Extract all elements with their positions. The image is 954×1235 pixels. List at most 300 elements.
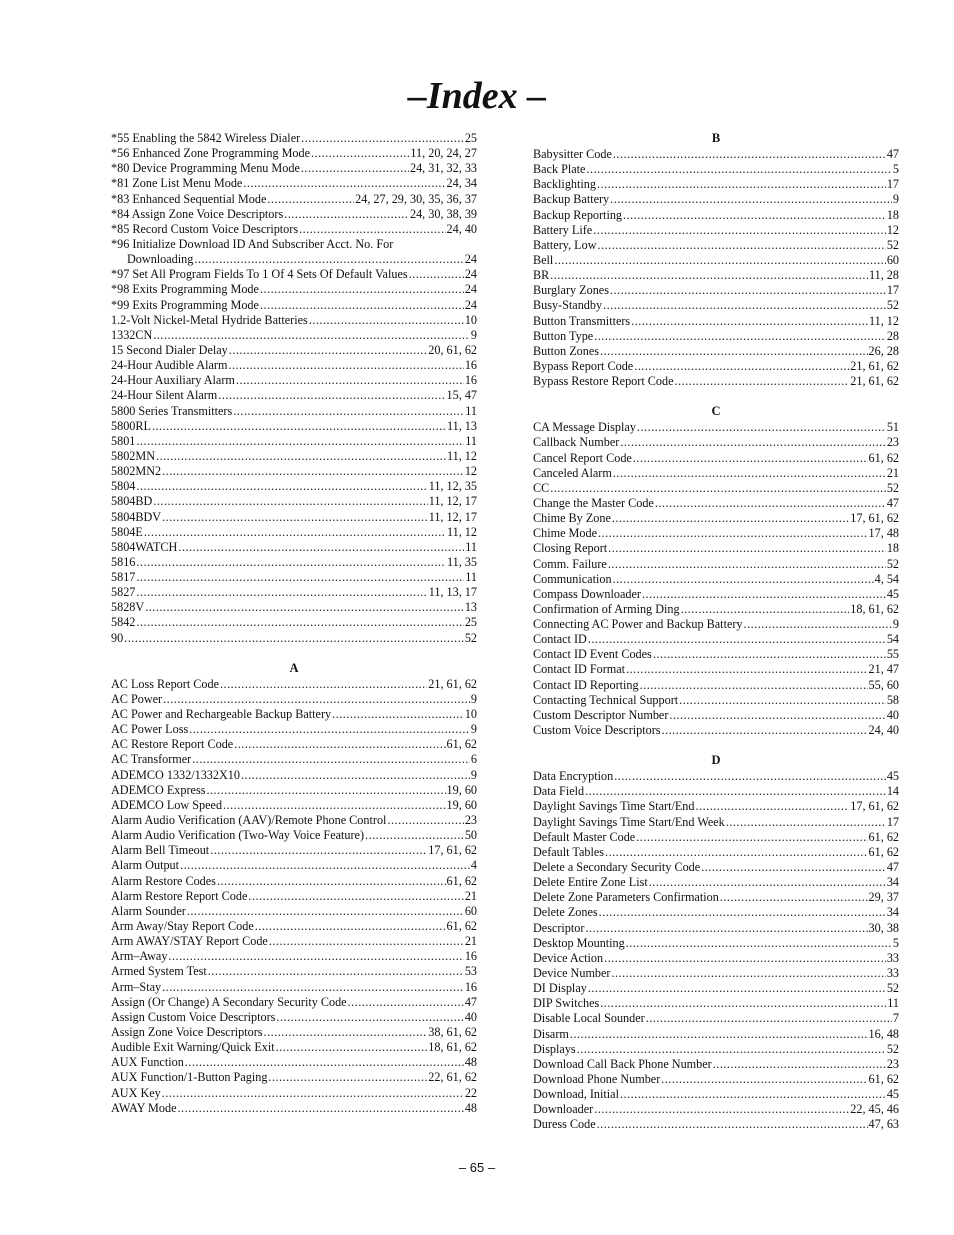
index-entry-term: Button Zones [533, 343, 600, 358]
index-entry-pages: 47 [464, 994, 477, 1009]
index-entry-pages: 4 [470, 858, 477, 873]
dot-leader [348, 995, 464, 1010]
index-entry [533, 374, 899, 389]
section-letter: B [711, 131, 721, 145]
index-entry-pages: 9 [470, 691, 477, 706]
index-entry-term: Arm–Stay [111, 979, 162, 994]
dot-leader [301, 161, 409, 176]
index-entry-pages: 10 [464, 707, 477, 722]
index-entry-term: Custom Voice Descriptors [533, 723, 661, 738]
index-entry-term: Arm AWAY/STAY Report Code [111, 934, 268, 949]
dot-leader [726, 815, 886, 830]
dot-leader [642, 587, 886, 602]
index-entry [111, 934, 477, 949]
index-entry [533, 632, 899, 647]
index-entry [111, 146, 477, 161]
dot-leader [220, 677, 427, 692]
index-entry-term: Busy-Standby [533, 298, 603, 313]
dot-leader [269, 934, 464, 949]
index-entry [111, 1086, 477, 1101]
dot-leader [255, 919, 446, 934]
index-entry-term: Arm Away/Stay Report Code [111, 919, 254, 934]
index-entry [533, 268, 899, 283]
index-entry-pages: 9 [470, 767, 477, 782]
index-entry-term: 24-Hour Auxiliary Alarm [111, 373, 235, 388]
index-entry-pages: 11, 12 [446, 524, 477, 539]
index-entry-pages: 17 [886, 814, 899, 829]
index-entry-pages: 5 [892, 935, 899, 950]
dot-leader [554, 253, 886, 268]
index-entry [533, 663, 899, 678]
dot-leader [669, 708, 885, 723]
dot-leader [598, 238, 886, 253]
index-entry-pages: 15, 47 [446, 388, 477, 403]
index-entry-term: AC Transformer [111, 752, 192, 767]
dot-leader [662, 723, 868, 738]
dot-leader [608, 557, 886, 572]
dot-leader [163, 692, 470, 707]
index-entry [111, 752, 477, 767]
index-entry-term: AC Power Loss [111, 722, 189, 737]
index-entry [111, 1025, 477, 1040]
index-entry-pages: 17 [886, 177, 899, 192]
index-entry-pages: 21 [464, 934, 477, 949]
index-entry-term: Comm. Failure [533, 556, 607, 571]
index-entry-pages: 10 [464, 312, 477, 327]
index-entry [111, 600, 477, 615]
index-entry [111, 677, 477, 692]
index-entry-term: Compass Downloader [533, 586, 641, 601]
index-entry-pages: 9 [470, 722, 477, 737]
index-entry-term: Download, Initial [533, 1087, 619, 1102]
index-entry-pages: 52 [886, 237, 899, 252]
dot-leader [577, 1042, 886, 1057]
index-entry-term: Assign Zone Voice Descriptors [111, 1025, 263, 1039]
index-entry-term: Chime Mode [533, 526, 597, 541]
dot-leader [206, 783, 445, 798]
dot-leader [192, 752, 470, 767]
index-entry-pages: 17, 61, 62 [850, 799, 899, 814]
index-entry-term: Disarm [533, 1026, 569, 1041]
index-entry-pages: 20, 61, 62 [428, 342, 477, 357]
index-entry [533, 845, 899, 860]
index-entry-pages: 60 [464, 903, 477, 918]
index-entry-pages: 33 [886, 966, 899, 981]
index-entry-term: Burglary Zones [533, 283, 609, 298]
index-entry-pages: 24, 34 [446, 176, 477, 191]
dot-leader [594, 1102, 849, 1117]
index-entry-term: Backup Reporting [533, 207, 623, 222]
index-entry-term: BR [533, 268, 550, 283]
index-entry-pages: 52 [886, 1041, 899, 1056]
index-entry-term: Battery Life [533, 222, 593, 237]
index-entry-term: Babysitter Code [533, 146, 612, 161]
index-entry [111, 1010, 477, 1025]
index-entry-pages: 58 [886, 692, 899, 707]
index-entry-pages: 11 [887, 996, 899, 1011]
index-entry-term: Device Number [533, 966, 611, 981]
index-entry-pages: 52 [464, 630, 477, 645]
index-entry-pages: 17, 61, 62 [428, 843, 477, 858]
index-entry-term: Assign Custom Voice Descriptors [111, 1009, 276, 1024]
index-entry [111, 343, 477, 358]
index-entry-term: 24-Hour Audible Alarm [111, 358, 228, 373]
index-entry-term: *85 Record Custom Voice Descriptors [111, 221, 299, 236]
index-entry [533, 647, 899, 662]
dot-leader [640, 678, 868, 693]
index-entry [111, 813, 477, 828]
index-entry [111, 904, 477, 919]
index-entry-term: Alarm Bell Timeout [111, 843, 210, 858]
dot-leader [636, 830, 867, 845]
index-entry-term: Displays [533, 1041, 576, 1056]
index-entry-pages: 5 [892, 162, 899, 177]
index-entry-term: 1.2-Volt Nickel-Metal Hydride Batteries [111, 312, 308, 327]
dot-leader [588, 981, 886, 996]
index-entry [533, 784, 899, 799]
dot-leader [311, 146, 409, 161]
index-entry-pages: 24 [464, 297, 477, 312]
index-entry [111, 252, 477, 267]
index-entry-term: Delete Zone Parameters Confirmation [533, 890, 719, 905]
dot-leader [613, 147, 886, 162]
index-entry-pages: 40 [464, 1009, 477, 1024]
index-entry-pages: 52 [886, 298, 899, 313]
index-entry-pages: 17, 61, 62 [850, 511, 899, 526]
dot-leader [550, 481, 886, 496]
index-entry-pages: 61, 62 [868, 844, 899, 859]
index-entry-pages: 61, 62 [868, 1072, 899, 1086]
index-entry-pages: 45 [886, 1087, 899, 1102]
index-entry [111, 874, 477, 889]
dot-leader [136, 585, 427, 600]
index-entry-term: Bypass Restore Report Code [533, 374, 674, 389]
dot-leader [218, 388, 445, 403]
index-entry-term: Bypass Report Code [533, 358, 634, 373]
index-entry-term: Delete a Secondary Security Code [533, 860, 701, 875]
index-entry [533, 238, 899, 253]
index-entry-term: ADEMCO 1332/1332X10 [111, 767, 240, 782]
index-entry-term: 5828V [111, 600, 145, 615]
index-entry-pages: 22, 61, 62 [428, 1070, 477, 1085]
index-entry [533, 587, 899, 602]
index-entry-pages: 4, 54 [874, 571, 899, 586]
index-entry-term: 1332CN [111, 327, 153, 342]
section-letter: D [711, 753, 721, 768]
index-entry-pages: 61, 62 [868, 829, 899, 844]
index-entry [533, 875, 899, 890]
index-entry-term: Downloading [127, 252, 194, 267]
index-entry-pages: 9 [892, 192, 899, 207]
dot-leader [248, 889, 463, 904]
index-entry-term: 5817 [111, 570, 136, 585]
index-entry [533, 981, 899, 996]
dot-leader [144, 525, 446, 540]
index-entry-term: Default Master Code [533, 829, 636, 844]
index-entry [111, 964, 477, 979]
index-entry-term: Assign (Or Change) A Secondary Security Code [111, 994, 347, 1009]
index-entry-pages: 11, 12 [446, 448, 477, 463]
index-entry [533, 1057, 899, 1072]
dot-leader [236, 373, 464, 388]
index-entry [533, 526, 899, 541]
index-entry-term: DI Display [533, 981, 587, 996]
index-entry-pages: 11, 12, 17 [428, 509, 477, 524]
index-entry-term: Duress Code [533, 1117, 596, 1132]
index-entry-term: Device Action [533, 950, 604, 965]
index-entry-term: Back Plate [533, 162, 586, 177]
index-entry [111, 510, 477, 525]
dot-leader [276, 1040, 428, 1055]
index-entry-pages: 24, 27, 29, 30, 35, 36, 37 [355, 191, 477, 206]
page-number: – 65 – [458, 1160, 496, 1175]
dot-leader [713, 1057, 886, 1072]
index-entry-pages: 34 [886, 875, 899, 890]
dot-leader [178, 1101, 464, 1116]
index-entry-pages: 11, 13, 17 [428, 585, 477, 600]
index-entry-pages: 52 [886, 480, 899, 495]
dot-leader [550, 268, 868, 283]
index-entry-term: *80 Device Programming Menu Mode [111, 161, 300, 176]
index-entry [533, 693, 899, 708]
index-entry-pages: 24, 40 [868, 723, 899, 738]
index-entry-term: Alarm Sounder [111, 903, 186, 918]
index-entry [533, 314, 899, 329]
index-entry-pages: 18 [886, 207, 899, 222]
index-entry [111, 980, 477, 995]
index-entry-term: AWAY Mode [111, 1100, 177, 1115]
dot-leader [136, 570, 464, 585]
index-entry-pages: 11 [465, 539, 477, 554]
index-entry [533, 799, 899, 814]
index-entry-term: 5802MN2 [111, 464, 162, 479]
dot-leader [178, 540, 464, 555]
index-entry [533, 208, 899, 223]
index-entry-pages: 7 [892, 1011, 899, 1026]
dot-leader [136, 615, 463, 630]
index-entry [111, 328, 477, 343]
index-entry-pages: 13 [464, 600, 477, 615]
dot-leader [599, 905, 886, 920]
index-entry [111, 843, 477, 858]
dot-leader [260, 282, 464, 297]
index-entry-term: 24-Hour Silent Alarm [111, 388, 218, 403]
index-entry-pages: 11 [465, 570, 477, 585]
section-letter: A [289, 660, 299, 675]
dot-leader [613, 466, 886, 481]
dot-leader [233, 404, 464, 419]
index-entry [111, 722, 477, 737]
dot-leader [605, 845, 868, 860]
index-entry [533, 329, 899, 344]
index-entry-term: AUX Function [111, 1055, 184, 1070]
index-entry [533, 481, 899, 496]
index-entry [533, 420, 899, 435]
index-entry [111, 570, 477, 585]
index-entry [533, 860, 899, 875]
index-entry [111, 207, 477, 222]
index-entry [533, 451, 899, 466]
index-entry-term: Chime By Zone [533, 511, 611, 526]
index-entry [533, 283, 899, 298]
dot-leader [586, 162, 891, 177]
index-entry [533, 1011, 899, 1026]
index-entry-term: Button Transmitters [533, 313, 631, 328]
index-entry-term: 5800RL [111, 418, 151, 433]
page-title: –Index – [407, 75, 547, 117]
index-entry-term: Contacting Technical Support [533, 692, 679, 707]
dot-leader [387, 813, 463, 828]
dot-leader [594, 329, 886, 344]
index-entry [111, 707, 477, 722]
index-column-left [111, 131, 477, 1116]
index-entry [111, 404, 477, 419]
index-entry [111, 192, 477, 207]
index-entry [111, 176, 477, 191]
index-entry [533, 496, 899, 511]
dot-leader [679, 693, 886, 708]
index-entry-pages: 11, 20, 24, 27 [410, 146, 477, 161]
index-entry-term: Callback Number [533, 435, 620, 450]
index-entry-term: *55 Enabling the 5842 Wireless Dialer [111, 130, 301, 145]
index-entry [533, 511, 899, 526]
index-entry [533, 572, 899, 587]
index-entry-pages: 21, 61, 62 [428, 676, 477, 691]
index-entry-pages: 11, 12, 17 [428, 494, 477, 509]
dot-leader [365, 828, 464, 843]
index-entry-pages: 25 [464, 615, 477, 630]
index-entry [533, 192, 899, 207]
index-entry [533, 541, 899, 556]
index-entry-pages: 11, 12, 35 [428, 479, 477, 494]
index-entry [111, 525, 477, 540]
dot-leader [194, 252, 463, 267]
index-entry [533, 1102, 899, 1117]
index-entry-pages: 16 [464, 373, 477, 388]
index-entry-term: Download Phone Number [533, 1072, 661, 1086]
index-entry [111, 995, 477, 1010]
index-entry-term: *98 Exits Programming Mode [111, 282, 259, 297]
dot-leader [593, 223, 886, 238]
dot-leader [585, 921, 867, 936]
index-entry-pages: 55, 60 [868, 677, 899, 692]
dot-leader [681, 602, 850, 617]
index-entry-term: Downloader [533, 1102, 594, 1117]
index-entry-term: ADEMCO Low Speed [111, 797, 223, 812]
index-entry-term: Battery, Low [533, 237, 597, 252]
dot-leader [598, 526, 868, 541]
index-entry-term: Backlighting [533, 177, 596, 192]
dot-leader [653, 647, 886, 662]
index-entry-term: Download Call Back Phone Number [533, 1056, 712, 1071]
index-entry [111, 555, 477, 570]
index-entry-term: Contact ID [533, 632, 587, 647]
index-entry-pages: 14 [886, 784, 899, 799]
dot-leader [597, 1117, 868, 1132]
index-entry [111, 388, 477, 403]
index-entry-pages: 21 [464, 888, 477, 903]
index-entry-pages: 28 [886, 328, 899, 343]
index-entry-pages: 61, 62 [446, 919, 477, 934]
index-entry-pages: 24 [464, 252, 477, 267]
dot-leader [604, 951, 886, 966]
index-entry-pages: 21 [886, 465, 899, 480]
index-entry-term: Audible Exit Warning/Quick Exit [111, 1040, 275, 1055]
dot-leader [309, 313, 464, 328]
index-entry [533, 815, 899, 830]
index-entry [111, 419, 477, 434]
section-letter: C [711, 404, 721, 419]
index-entry-pages: 61, 62 [446, 873, 477, 888]
dot-leader [210, 843, 427, 858]
dot-leader [626, 662, 867, 677]
dot-leader [332, 707, 464, 722]
dot-leader [612, 511, 849, 526]
dot-leader [260, 298, 464, 313]
index-entry [533, 557, 899, 572]
index-entry-pages: 22 [464, 1085, 477, 1100]
index-entry [111, 267, 477, 282]
index-entry-pages: 34 [886, 905, 899, 920]
index-entry-pages: 60 [886, 252, 899, 267]
dot-leader [264, 1025, 428, 1040]
index-entry-pages: 38, 61, 62 [428, 1025, 477, 1039]
index-entry-term: AC Power and Rechargeable Backup Battery [111, 707, 332, 722]
index-entry-pages: 16 [464, 358, 477, 373]
index-entry-term: Button Type [533, 328, 594, 343]
index-entry-term: *97 Set All Program Fields To 1 Of 4 Sets Of Default Values [111, 267, 408, 282]
index-entry-pages: 55 [886, 647, 899, 662]
index-entry-term: 5800 Series Transmitters [111, 403, 233, 418]
index-entry-pages: 22, 45, 46 [850, 1102, 899, 1117]
index-entry-term: ADEMCO Express [111, 782, 206, 797]
index-entry-term: Alarm Audio Verification (Two-Way Voice Feature) [111, 828, 365, 843]
dot-leader [409, 267, 464, 282]
index-column-right [533, 131, 899, 1133]
index-entry [533, 162, 899, 177]
index-entry-pages: 25 [464, 130, 477, 145]
dot-leader [603, 298, 886, 313]
index-entry-pages: 12 [886, 222, 899, 237]
index-entry-pages: 21, 61, 62 [850, 358, 899, 373]
index-entry-term: Alarm Output [111, 858, 180, 873]
dot-leader [180, 858, 470, 873]
index-entry [533, 1087, 899, 1102]
index-entry [111, 631, 477, 646]
dot-leader [152, 419, 446, 434]
dot-leader [612, 966, 886, 981]
index-entry [533, 602, 899, 617]
index-entry-term: Custom Descriptor Number [533, 707, 669, 722]
dot-leader [600, 996, 886, 1011]
index-entry [111, 282, 477, 297]
index-entry-pages: 45 [886, 586, 899, 601]
dot-leader [299, 222, 445, 237]
dot-leader [600, 344, 868, 359]
index-entry [533, 253, 899, 268]
index-entry [111, 540, 477, 555]
index-entry-pages: 53 [464, 964, 477, 979]
index-entry-pages: 45 [886, 769, 899, 784]
index-entry-term: AC Restore Report Code [111, 737, 234, 752]
index-entry-pages: 16 [464, 979, 477, 994]
index-entry [533, 435, 899, 450]
index-entry [533, 344, 899, 359]
dot-leader [208, 964, 464, 979]
dot-leader [597, 177, 886, 192]
dot-leader [145, 600, 464, 615]
index-entry-term: AC Power [111, 691, 163, 706]
